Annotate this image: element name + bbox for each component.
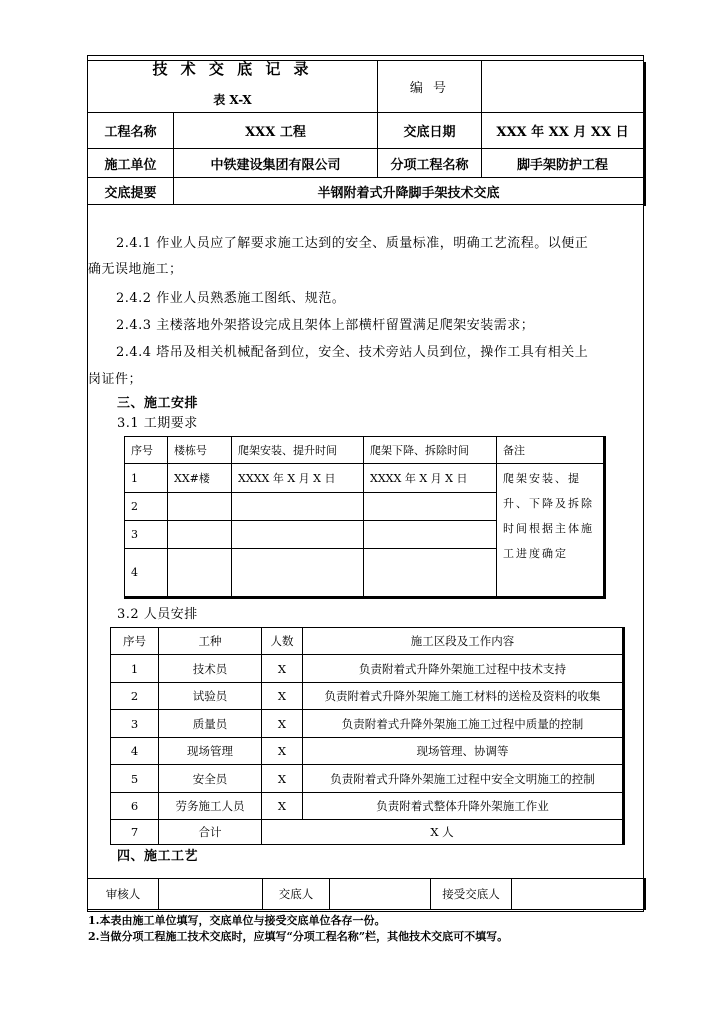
date-label: 交底日期: [378, 113, 482, 149]
staff-header-content: 施工区段及工作内容: [303, 628, 623, 655]
schedule-shadow-bottom: [124, 597, 606, 599]
schedule-cell-install[interactable]: [232, 493, 364, 521]
staff-total-value[interactable]: X 人: [262, 820, 623, 845]
schedule-table: [124, 436, 604, 597]
staff-cell-no: 4: [111, 738, 159, 765]
schedule-header-building: 楼栋号: [168, 437, 232, 464]
schedule-cell-building[interactable]: [168, 521, 232, 549]
paragraph-2-4-3: 2.4.3 主楼落地外架搭设完成且架体上部横杆留置满足爬架安装需求；: [116, 318, 535, 333]
signoff-shadow: [643, 878, 646, 910]
discloser-label: 交底人: [263, 879, 330, 910]
staff-shadow: [622, 627, 625, 845]
staff-table: [110, 627, 623, 845]
number-label: 编 号: [378, 61, 482, 113]
section-4-heading: 四、施工工艺: [117, 849, 199, 864]
paragraph-2-4-4: 2.4.4 塔吊及相关机械配备到位，安全、技术旁站人员到位，操作工具有相关上: [116, 345, 589, 360]
staff-cell-no: 3: [111, 710, 159, 738]
schedule-cell-install[interactable]: [232, 549, 364, 597]
sub-project-value[interactable]: 脚手架防护工程: [482, 149, 644, 178]
receiver-label: 接受交底人: [431, 879, 512, 910]
schedule-cell-no: 3: [125, 521, 168, 549]
header-table: [87, 60, 644, 205]
unit-value[interactable]: 中铁建设集团有限公司: [174, 149, 378, 178]
receiver-field[interactable]: [512, 879, 644, 910]
schedule-cell-no: 1: [125, 464, 168, 493]
number-value[interactable]: [482, 61, 644, 113]
reviewer-field[interactable]: [159, 879, 263, 910]
section-3-heading: 三、施工安排: [117, 396, 199, 411]
staff-cell-count[interactable]: X: [262, 710, 303, 738]
staff-cell-no: 6: [111, 793, 159, 820]
reviewer-label: 审核人: [88, 879, 159, 910]
summary-label: 交底提要: [88, 178, 174, 205]
staff-header-no: 序号: [111, 628, 159, 655]
project-name-label: 工程名称: [88, 113, 174, 149]
discloser-field[interactable]: [330, 879, 431, 910]
staff-cell-role: 试验员: [159, 683, 262, 710]
schedule-cell-building[interactable]: XX#楼: [168, 464, 232, 493]
staff-cell-count[interactable]: X: [262, 738, 303, 765]
staff-cell-count[interactable]: X: [262, 765, 303, 793]
staff-cell-content: 负责附着式升降外架施工施工材料的送检及资料的收集: [303, 683, 623, 710]
date-value[interactable]: XXX 年 XX 月 XX 日: [482, 113, 644, 149]
staff-cell-role: 质量员: [159, 710, 262, 738]
staff-cell-count[interactable]: X: [262, 655, 303, 683]
staff-cell-content: 负责附着式升降外架施工过程中安全文明施工的控制: [303, 765, 623, 793]
schedule-cell-building[interactable]: [168, 549, 232, 597]
staff-cell-count[interactable]: X: [262, 793, 303, 820]
form-number: 表 X-X: [213, 92, 252, 107]
schedule-note: 爬架安装、提升、下降及拆除时间根据主体施工进度确定: [497, 464, 604, 597]
staff-total-no: 7: [111, 820, 159, 845]
schedule-header-remove: 爬架下降、拆除时间: [364, 437, 497, 464]
schedule-header-no: 序号: [125, 437, 168, 464]
staff-total-label: 合计: [159, 820, 262, 845]
paragraph-2-4-1-cont: 确无误地施工；: [88, 262, 183, 277]
schedule-header-install: 爬架安装、提升时间: [232, 437, 364, 464]
staff-cell-content: 负责附着式整体升降外架施工作业: [303, 793, 623, 820]
schedule-cell-remove[interactable]: [364, 549, 497, 597]
schedule-cell-no: 2: [125, 493, 168, 521]
staff-cell-no: 5: [111, 765, 159, 793]
signoff-table: [87, 878, 644, 910]
header-shadow: [643, 62, 646, 206]
paragraph-2-4-1: 2.4.1 作业人员应了解要求施工达到的安全、质量标准，明确工艺流程。以便正: [116, 236, 589, 251]
staff-header-count: 人数: [262, 628, 303, 655]
staff-header-role: 工种: [159, 628, 262, 655]
staff-cell-role: 安全员: [159, 765, 262, 793]
sub-project-label: 分项工程名称: [378, 149, 482, 178]
footer-note-1: 1.本表由施工单位填写，交底单位与接受交底单位各存一份。: [88, 914, 386, 927]
paragraph-2-4-4-cont: 岗证件；: [88, 372, 143, 387]
form-title: 技 术 交 底 记 录: [152, 59, 313, 78]
staff-cell-content: 现场管理、协调等: [303, 738, 623, 765]
schedule-shadow: [603, 436, 606, 598]
staff-cell-no: 1: [111, 655, 159, 683]
unit-label: 施工单位: [88, 149, 174, 178]
project-name-value[interactable]: XXX 工程: [174, 113, 378, 149]
schedule-cell-remove[interactable]: XXXX 年 X 月 X 日: [364, 464, 497, 493]
paragraph-2-4-2: 2.4.2 作业人员熟悉施工图纸、规范。: [116, 291, 346, 306]
staff-cell-role: 现场管理: [159, 738, 262, 765]
schedule-cell-install[interactable]: [232, 521, 364, 549]
footer-note-2: 2.当做分项工程施工技术交底时，应填写“分项工程名称”栏，其他技术交底可不填写。: [88, 930, 509, 943]
title-cell: [88, 61, 378, 113]
schedule-cell-install[interactable]: XXXX 年 X 月 X 日: [232, 464, 364, 493]
subsection-3-1: 3.1 工期要求: [117, 416, 198, 431]
staff-cell-content: 负责附着式升降外架施工施工过程中质量的控制: [303, 710, 623, 738]
schedule-cell-remove[interactable]: [364, 521, 497, 549]
summary-value[interactable]: 半钢附着式升降脚手架技术交底: [174, 178, 644, 205]
staff-cell-count[interactable]: X: [262, 683, 303, 710]
subsection-3-2: 3.2 人员安排: [117, 607, 198, 622]
staff-cell-role: 劳务施工人员: [159, 793, 262, 820]
schedule-cell-building[interactable]: [168, 493, 232, 521]
staff-cell-no: 2: [111, 683, 159, 710]
staff-cell-role: 技术员: [159, 655, 262, 683]
schedule-cell-no: 4: [125, 549, 168, 597]
schedule-header-note: 备注: [497, 437, 604, 464]
staff-cell-content: 负责附着式升降外架施工过程中技术支持: [303, 655, 623, 683]
schedule-cell-remove[interactable]: [364, 493, 497, 521]
